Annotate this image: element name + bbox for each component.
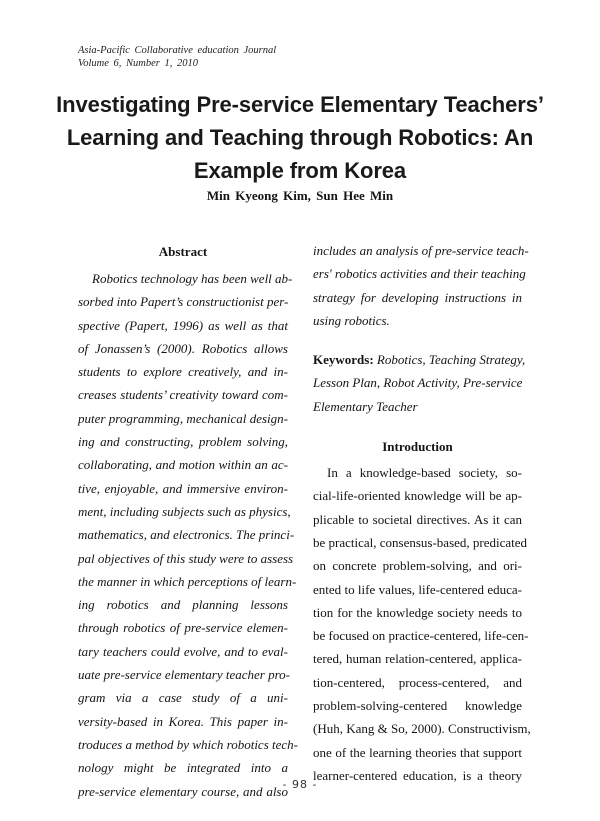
abstract-line: tive, enjoyable, and immersive environ-: [78, 480, 288, 496]
intro-line: one of the learning theories that support: [313, 744, 522, 760]
introduction-body: [313, 461, 531, 787]
keywords-block: [313, 348, 526, 418]
journal-header: [78, 44, 276, 70]
abstract-line: troduces a method by which robotics tech-: [78, 736, 298, 752]
abstract-line: sorbed into Papert’s constructionist per-: [78, 294, 289, 310]
keywords-label: Keywords:: [313, 352, 374, 368]
introduction-heading: Introduction: [382, 439, 453, 455]
intro-line: (Huh, Kang & So, 2000). Constructivism,: [313, 721, 531, 737]
abstract-line: through robotics of pre-service elemen-: [78, 620, 288, 636]
intro-line: tered, human relation-centered, applica-: [313, 651, 522, 667]
abstract-line: pre-service elementary course, and also: [78, 783, 288, 799]
keywords-line: [313, 348, 526, 371]
intro-line: plicable to societal directives. As it can: [313, 511, 522, 527]
intro-line: problem-solving-centered knowledge: [313, 698, 522, 714]
abstract-line: tary teachers could evolve, and to eval-: [78, 643, 288, 659]
paper-title: [40, 88, 560, 187]
abstract-line: nology might be integrated into a: [78, 760, 288, 776]
title-line: Learning and Teaching through Robotics: An: [66, 125, 534, 150]
keywords-line: Elementary Teacher: [313, 398, 418, 414]
right-column: [313, 239, 531, 787]
keywords-line: Lesson Plan, Robot Activity, Pre-service: [313, 375, 523, 391]
abstract-line: gram via a case study of a uni-: [78, 690, 288, 706]
abstract-line: puter programming, mechanical design-: [78, 410, 288, 426]
abstract-line: strategy for developing instructions in: [313, 289, 522, 305]
intro-line: be practical, consensus-based, predicated: [313, 534, 528, 550]
abstract-line: ing robotics and planning lessons: [78, 597, 288, 613]
intro-line: tion for the knowledge society needs to: [313, 604, 522, 620]
abstract-line: of Jonassen’s (2000). Robotics allows: [78, 340, 288, 356]
page-number: - 98 -: [282, 778, 318, 791]
abstract-line: spective (Papert, 1996) as well as that: [78, 317, 288, 333]
abstract-line: the manner in which perceptions of learn-: [78, 573, 297, 589]
abstract-line: versity-based in Korea. This paper in-: [78, 713, 288, 729]
authors: Min Kyeong Kim, Sun Hee Min: [206, 188, 394, 203]
abstract-body: [78, 267, 298, 803]
journal-volume: Volume 6, Number 1, 2010: [78, 58, 198, 69]
abstract-line: creases students’ creativity toward com-: [78, 387, 288, 403]
abstract-line: includes an analysis of pre-service teach-: [313, 243, 529, 258]
journal-name: Asia-Pacific Collaborative education Journal: [78, 45, 277, 56]
abstract-line: ment, including subjects such as physics,: [78, 503, 291, 519]
abstract-line: students to explore creatively, and in-: [78, 364, 288, 380]
title-line: Example from Korea: [193, 158, 407, 183]
keywords-text: Robotics, Teaching Strategy,: [373, 352, 526, 368]
intro-line: cial-life-oriented knowledge will be ap-: [313, 488, 522, 504]
abstract-line: mathematics, and electronics. The princi-: [78, 527, 295, 543]
abstract-line: uate pre-service elementary teacher pro-: [78, 667, 291, 683]
intro-line: ented to life values, life-centered educa-: [313, 581, 522, 597]
abstract-line: pal objectives of this study were to assess: [78, 550, 294, 566]
abstract-line: using robotics.: [313, 312, 390, 328]
abstract-line: ing and constructing, problem solving,: [78, 434, 288, 450]
abstract-line: ers' robotics activities and their teaching: [313, 266, 526, 282]
abstract-heading: Abstract: [158, 244, 208, 259]
intro-line: learner-centered education, is a theory: [313, 767, 522, 783]
abstract-line: collaborating, and motion within an ac-: [78, 457, 288, 473]
intro-line: on concrete problem-solving, and ori-: [313, 558, 522, 574]
abstract-continued: [313, 239, 529, 332]
title-line: Investigating Pre-service Elementary Teachers’: [56, 92, 544, 117]
intro-line: In a knowledge-based society, so-: [327, 465, 522, 481]
intro-line: tion-centered, process-centered, and: [313, 674, 522, 690]
abstract-line: Robotics technology has been well ab-: [92, 271, 293, 286]
intro-line: be focused on practice-centered, life-cen-: [313, 628, 529, 644]
left-column: [78, 240, 298, 803]
